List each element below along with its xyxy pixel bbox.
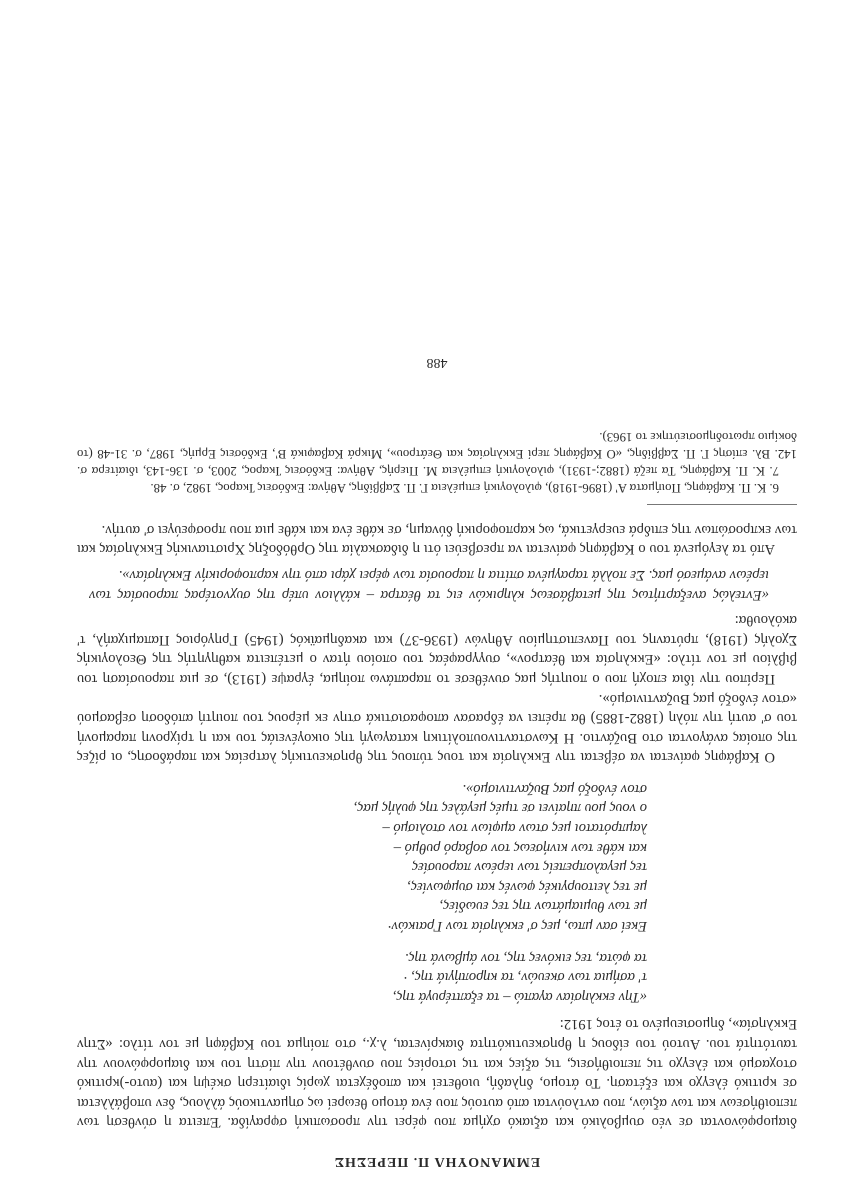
poem-line: τα φώτα, τες εικόνες της, τον άμβωνά της.: [404, 949, 647, 966]
poem-line: ο νους μου πηαίνει σε τιμές μεγάλες της φυλής μας,: [353, 800, 647, 817]
page-number: 488: [426, 355, 448, 371]
running-head: ΕΜΜΑΝΟΥΗΛ Π. ΠΕΡΕΣΗΣ: [333, 1154, 541, 1169]
poem-line: λαμπρότατοι μες στων αμφίων τον στολισμό –: [382, 820, 647, 837]
poem-line: με των θυμιαμάτων της τες ευωδίες,: [439, 898, 647, 915]
poem-line: τες μεγαλοπρεπείς των ιερέων παρουσίες: [412, 859, 647, 876]
poem-line: με τες λειτουργικές φωνές και συμφωνίες,: [407, 878, 647, 895]
poem-line: τ' ασήμια των σκευών, τα κηροπήγιά της, ·: [403, 969, 647, 986]
footnote-6: 6. Κ. Π. Καβάφης, Ποιήματα Α' (1896-1918), φιλολογική επιμέλεια Γ. Π. Σαββίδης, Αθήνα: Εκδόσεις Ίκαρος, 1982, σ. 48.: [150, 481, 779, 496]
poem-line: «Την εκκλησίαν αγαπώ – τα εξαπτέρυγά της,: [392, 988, 647, 1005]
block-quote: «Εντελώς ανεξαρτήτως της μεταβάσεως κληρικών εις τα θέατρα – κάλλιον υπέρ της συχνοτέρας παρουσίας των ιερέων ανάμεσό μας. Σε πολλά ταραγμένα σπίτια η παρουσία των φέρει χάρι από την καρποφορικήν Εκκλησίαν».: [89, 566, 769, 603]
poem-line: Εκεί σαν μπω, μες σ' εκκλησία των Γραικών·: [387, 918, 647, 935]
body-paragraph: διαμορφώνονται σε νέο συμβολικό και αξιακό σχήμα που φέρει την προσωπική σφραγίδα. Έπειτα η σύνθεση των πεποιθήσεων και των αξιών, που αντλούνται από αυτούς που ένα άτομο θεωρεί ως σημαντικούς άλλους, δεν υποβάλλεται σε κριτικό έλεγχο και εξέταση. Το άτομο, δηλαδή, υιοθετεί και αποδέχεται χωρίς ιδιαίτερη σκέψη και (αυτο-)κριτικό στοχασμό και έλεγχο τις πεποιθήσεις, τις αξίες και τις ιστορίες που συνθέτουν την πίστη του και διαμορφώνουν την ταυτότητά του. Αυτού του είδους η θρησκευτικότητα διακρίνεται, λ.χ., στο ποίημα του Καβάφη με τον τίτλο: «Στην Εκκλησία», δημοσιευμένο το έτος 1912:: [77, 1016, 797, 1131]
poem-line: και κάθε των κινήσεως τον σοβαρό ρυθμό –: [393, 839, 647, 856]
poem-stanza: [77, 778, 647, 935]
poem-stanza: [77, 947, 647, 1006]
body-paragraph: Από τα λεγόμενά του ο Καβάφης φαίνεται να πρεσβεύει ότι η διδασκαλία της Ορθόδοξης Χριστιανικής Εκκλησίας και των εκπροσώπων της επιδρά ευεργετικά, ως καρποφορική δύναμη, σε κάθε ένα και κάθε μια που προσφεύγει σ' αυτήν.: [77, 521, 797, 558]
page-content: [77, 11, 797, 1171]
poem: [77, 778, 647, 1006]
body-paragraph: Περίπου την ίδια εποχή που ο ποιητής μας συνέθεσε το παραπάνω ποίημα, έγραψε (1913), σε μια παρουσίαση του βιβλίου με τον τίτλο: «Εκκλησία και θέατρον», συγγραφέας του οποίου ήταν ο μετέπειτα καθηγητής της Θεολογικής Σχολής (1918), πρύτανης του Πανεπιστημίου Αθηνών (1936-37) και ακαδημαϊκός (1945) Γρηγόριος Παπαμιχαήλ, τ' ακόλουθα:: [77, 612, 797, 687]
footnote-7: 7. Κ. Π. Καβάφης, Τα πεζά (1882;-1931), φιλολογική επιμέλεια Μ. Πιερής, Αθήνα: Εκδόσεις Ίκαρος, 2003, σ. 136-143, ιδιαίτερα σ. 142. Βλ. επίσης Γ. Π. Σαββίδης, «Ο Καβάφης περί Εκκλησίας και Θεάτρου», Μικρά Καβαφικά Β', Εκδόσεις Ερμής, 1987, σ. 31-48 (το δοκίμιο πρωτοδημοσιεύτηκε το 1963).: [77, 430, 797, 479]
poem-line: στον ένδοξό μας Βυζαντινισμό».: [462, 780, 647, 797]
footnote-separator: [647, 504, 797, 505]
body-paragraph: Ο Καβάφης φαίνεται να σέβεται την Εκκλησία και τους τύπους της θρησκευτικής λατρείας και παράδοσης, οι ρίζες της οποίας ανάγονται στο Βυζάντιο. Η Κωνσταντινουπολίτικη καταγωγή της οικογένειάς του και η τρίχρονη παραμονή του σ' αυτή την πόλη (1882-1885) θα πρέπει να έδρασαν αποφασιστικά στην εκ μέρους του ποιητή απόδοση σεβασμού «στον ένδοξό μας Βυζαντινισμό».: [77, 690, 797, 766]
